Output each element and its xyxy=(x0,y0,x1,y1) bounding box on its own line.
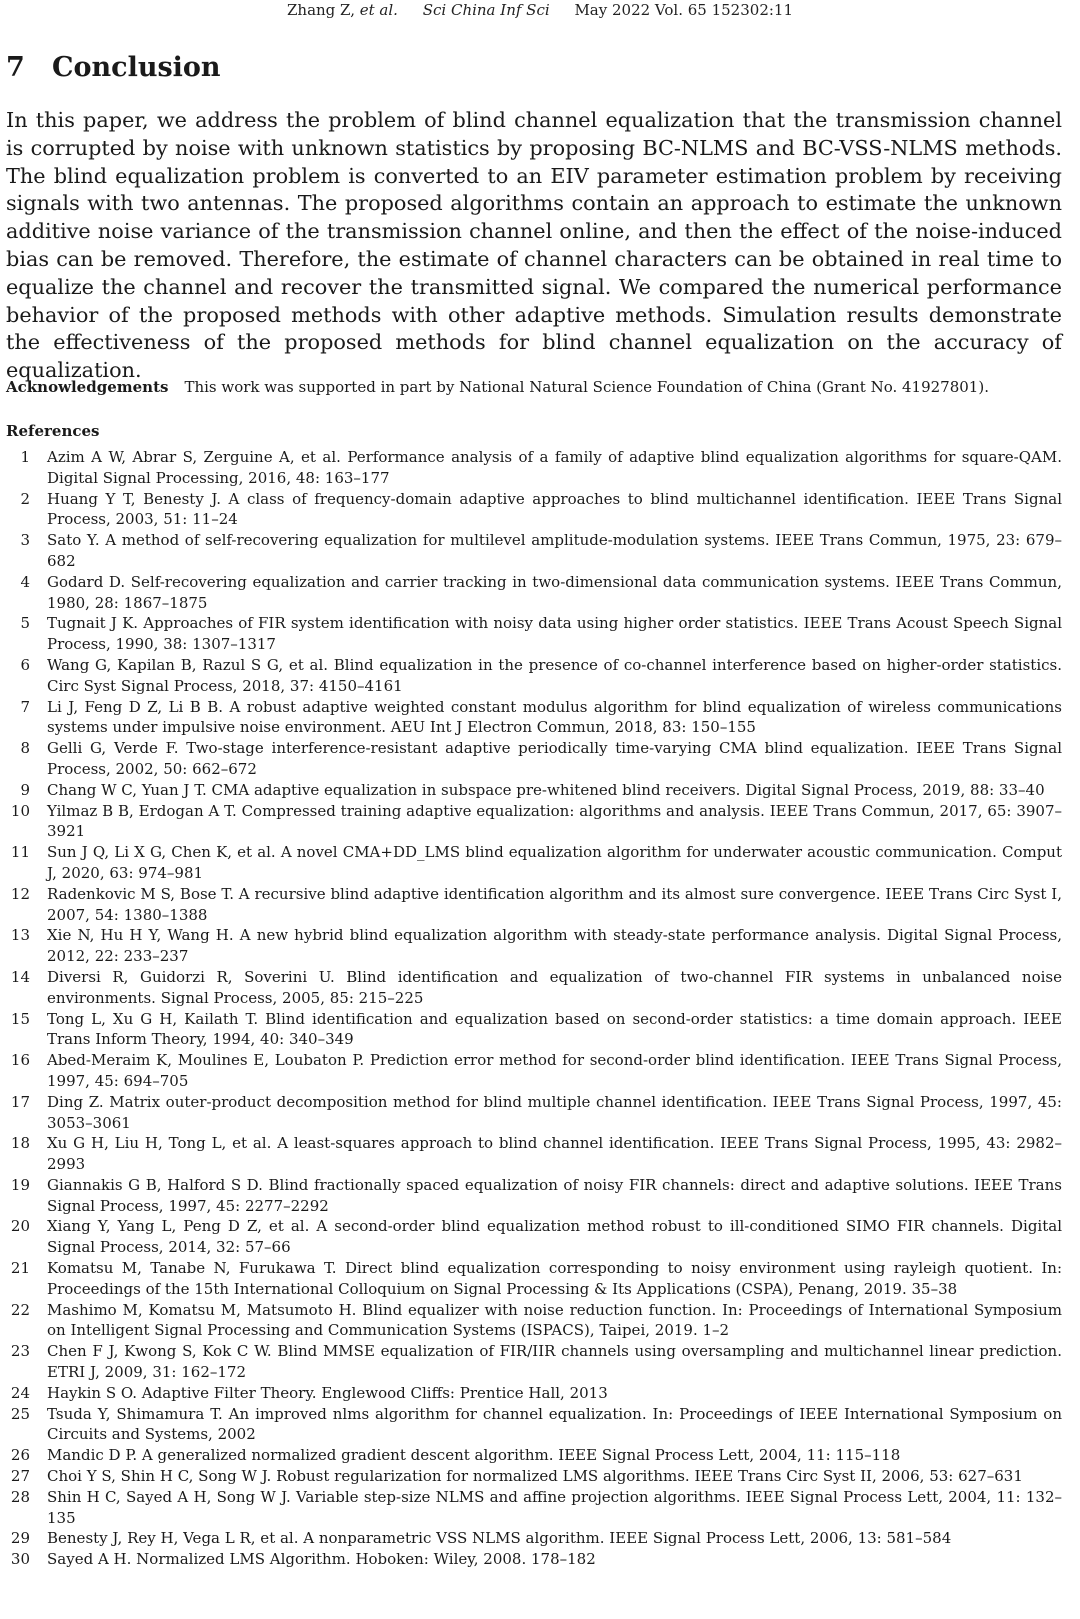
reference-item xyxy=(0,1528,1062,1549)
reference-text: Gelli G, Verde F. Two-stage interference-resistant adaptive periodically time-varying CMA blind equalization. IEEE Trans Signal Process, 2002, 50: 662–672 xyxy=(47,739,1062,778)
reference-item xyxy=(0,613,1062,655)
reference-text: Diversi R, Guidorzi R, Soverini U. Blind identification and equalization of two-channel FIR systems in unbalanced noise environments. Signal Process, 2005, 85: 215–225 xyxy=(47,967,1062,1007)
reference-item xyxy=(0,1341,1062,1383)
section-title: Conclusion xyxy=(52,52,221,83)
reference-number: 3 xyxy=(20,531,30,550)
section-heading xyxy=(6,50,221,86)
reference-item xyxy=(0,1258,1062,1300)
reference-number: 23 xyxy=(10,1342,30,1361)
reference-item xyxy=(0,967,1062,1009)
reference-number: 9 xyxy=(20,780,30,799)
reference-number: 25 xyxy=(10,1404,30,1423)
reference-number: 12 xyxy=(10,884,30,903)
reference-number: 1 xyxy=(20,448,30,466)
reference-item xyxy=(0,1487,1062,1529)
section-number: 7 xyxy=(6,52,25,83)
reference-item xyxy=(0,697,1062,739)
reference-item xyxy=(0,1133,1062,1175)
reference-item xyxy=(0,1466,1062,1487)
reference-text: Benesty J, Rey H, Vega L R, et al. A nonparametric VSS NLMS algorithm. IEEE Signal Process Lett, 2006, 13: 581–584 xyxy=(47,1529,952,1548)
reference-text: Giannakis G B, Halford S D. Blind fractionally spaced equalization of noisy FIR channels: direct and adaptive solutions. IEEE Trans Signal Process, 1997, 45: 2277–2292 xyxy=(47,1175,1062,1215)
reference-text: Sato Y. A method of self-recovering equalization for multilevel amplitude-modulation systems. IEEE Trans Commun, 1975, 23: 679–682 xyxy=(47,531,1062,570)
reference-item xyxy=(0,780,1062,801)
reference-text: Komatsu M, Tanabe N, Furukawa T. Direct blind equalization corresponding to noisy environment using rayleigh quotient. In: Proceedings of the 15th International Colloquium on Signal Processing & Its Applications (CSPA), Penang, 2019. 35–38 xyxy=(47,1259,1062,1298)
reference-number: 22 xyxy=(10,1300,30,1319)
acknowledgements xyxy=(6,377,1062,397)
reference-text: Xiang Y, Yang L, Peng D Z, et al. A second-order blind equalization method robust to ill-conditioned SIMO FIR channels. Digital Signal Process, 2014, 32: 57–66 xyxy=(47,1217,1062,1257)
reference-text: Choi Y S, Shin H C, Song W J. Robust regularization for normalized LMS algorithms. IEEE Trans Circ Syst II, 2006, 53: 627–631 xyxy=(47,1467,1023,1486)
reference-text: Yilmaz B B, Erdogan A T. Compressed training adaptive equalization: algorithms and analysis. IEEE Trans Commun, 2017, 65: 3907–3921 xyxy=(47,801,1062,841)
reference-number: 11 xyxy=(10,843,30,862)
header-authors-text: Zhang Z, xyxy=(286,1,355,19)
reference-text: Tugnait J K. Approaches of FIR system identification with noisy data using higher order statistics. IEEE Trans Acoust Speech Signal Process, 1990, 38: 1307–1317 xyxy=(47,614,1062,654)
reference-number: 27 xyxy=(10,1467,30,1486)
reference-text: Tong L, Xu G H, Kailath T. Blind identification and equalization based on second-order statistics: a time domain approach. IEEE Trans Inform Theory, 1994, 40: 340–349 xyxy=(47,1009,1062,1049)
reference-text: Abed-Meraim K, Moulines E, Loubaton P. Prediction error method for second-order blind identification. IEEE Trans Signal Process, 1997, 45: 694–705 xyxy=(47,1051,1062,1090)
reference-text: Mashimo M, Komatsu M, Matsumoto H. Blind equalizer with noise reduction function. In: Proceedings of International Symposium on Intelligent Signal Processing and Communication Systems (ISPACS), Taipei, 2019. 1–2 xyxy=(47,1300,1062,1340)
reference-text: Huang Y T, Benesty J. A class of frequency-domain adaptive approaches to blind multichannel identification. IEEE Trans Signal Process, 2003, 51: 11–24 xyxy=(47,489,1062,529)
reference-text: Chang W C, Yuan J T. CMA adaptive equalization in subspace pre-whitened blind receivers. Digital Signal Process, 2019, 88: 33–40 xyxy=(47,780,1045,799)
reference-item xyxy=(0,801,1062,843)
reference-number: 24 xyxy=(10,1383,30,1402)
reference-text: Haykin S O. Adaptive Filter Theory. Englewood Cliffs: Prentice Hall, 2013 xyxy=(47,1383,608,1402)
reference-text: Wang G, Kapilan B, Razul S G, et al. Blind equalization in the presence of co-channel interference based on higher-order statistics. Circ Syst Signal Process, 2018, 37: 4150–4161 xyxy=(47,655,1062,695)
reference-number: 8 xyxy=(20,739,30,758)
reference-item xyxy=(0,1404,1062,1446)
reference-item xyxy=(0,530,1062,572)
reference-number: 18 xyxy=(10,1134,30,1153)
reference-item xyxy=(0,842,1062,884)
reference-item xyxy=(0,1092,1062,1134)
reference-number: 29 xyxy=(10,1529,30,1548)
reference-item xyxy=(0,925,1062,967)
header-authors xyxy=(287,1,398,19)
reference-text: Shin H C, Sayed A H, Song W J. Variable step-size NLMS and affine projection algorithms. IEEE Signal Process Lett, 2004, 11: 132–135 xyxy=(47,1487,1062,1527)
header-journal: Sci China Inf Sci xyxy=(422,1,550,19)
reference-text: Ding Z. Matrix outer-product decomposition method for blind multiple channel identification. IEEE Trans Signal Process, 1997, 45: 3053–3061 xyxy=(47,1092,1062,1132)
reference-number: 7 xyxy=(20,697,30,716)
reference-list xyxy=(0,447,1062,1570)
header-etal: et al. xyxy=(359,1,398,19)
reference-text: Godard D. Self-recovering equalization and carrier tracking in two-dimensional data communication systems. IEEE Trans Commun, 1980, 28: 1867–1875 xyxy=(47,572,1062,612)
reference-number: 16 xyxy=(10,1051,30,1070)
reference-item xyxy=(0,655,1062,697)
reference-number: 2 xyxy=(20,489,30,508)
reference-number: 20 xyxy=(10,1217,30,1236)
reference-item xyxy=(0,1050,1062,1092)
reference-item xyxy=(0,1445,1062,1466)
reference-item xyxy=(0,1009,1062,1051)
reference-text: Xie N, Hu H Y, Wang H. A new hybrid blind equalization algorithm with steady-state performance analysis. Digital Signal Process, 2012, 22: 233–237 xyxy=(47,926,1062,966)
reference-text: Radenkovic M S, Bose T. A recursive blind adaptive identification algorithm and its almost sure convergence. IEEE Trans Circ Syst I, 2007, 54: 1380–1388 xyxy=(47,884,1062,924)
reference-text: Azim A W, Abrar S, Zerguine A, et al. Performance analysis of a family of adaptive blind equalization algorithms for square-QAM. Digital Signal Processing, 2016, 48: 163–177 xyxy=(47,448,1062,487)
reference-item xyxy=(0,884,1062,926)
reference-item xyxy=(0,489,1062,531)
reference-number: 19 xyxy=(10,1175,30,1194)
reference-text: Tsuda Y, Shimamura T. An improved nlms algorithm for channel equalization. In: Proceedings of IEEE International Symposium on Circuits and Systems, 2002 xyxy=(47,1404,1062,1444)
reference-number: 5 xyxy=(20,614,30,633)
reference-item xyxy=(0,572,1062,614)
reference-item xyxy=(0,738,1062,780)
reference-number: 26 xyxy=(10,1446,30,1465)
reference-text: Chen F J, Kwong S, Kok C W. Blind MMSE equalization of FIR/IIR channels using oversampling and multichannel linear prediction. ETRI J, 2009, 31: 162–172 xyxy=(47,1342,1062,1382)
reference-item xyxy=(0,447,1062,489)
conclusion-paragraph: In this paper, we address the problem of blind channel equalization that the transmission channel is corrupted by noise with unknown statistics by proposing BC-NLMS and BC-VSS-NLMS methods. The blind equalization problem is converted to an EIV parameter estimation problem by receiving signals with two antennas. The proposed algorithms contain an approach to estimate the unknown additive noise variance of the transmission channel online, and then the effect of the noise-induced bias can be removed. Therefore, the estimate of channel characters can be obtained in real time to equalize the channel and recover the transmitted signal. We compared the numerical performance behavior of the proposed methods with other adaptive methods. Simulation results demonstrate the effectiveness of the proposed methods for blind channel equalization on the accuracy of equalization. xyxy=(6,108,1062,383)
reference-item xyxy=(0,1549,1062,1570)
header-issue: May 2022 Vol. 65 152302:11 xyxy=(574,1,793,19)
reference-number: 13 xyxy=(10,926,30,945)
reference-number: 17 xyxy=(10,1092,30,1111)
reference-item xyxy=(0,1216,1062,1258)
reference-text: Sayed A H. Normalized LMS Algorithm. Hoboken: Wiley, 2008. 178–182 xyxy=(47,1550,596,1569)
references-heading: References xyxy=(6,422,100,440)
reference-number: 6 xyxy=(20,655,30,674)
reference-number: 21 xyxy=(10,1259,30,1278)
reference-text: Mandic D P. A generalized normalized gradient descent algorithm. IEEE Signal Process Lett, 2004, 11: 115–118 xyxy=(47,1446,901,1465)
acknowledgements-heading: Acknowledgements xyxy=(6,378,169,396)
reference-number: 30 xyxy=(10,1550,30,1569)
reference-number: 28 xyxy=(10,1487,30,1506)
reference-number: 4 xyxy=(20,572,30,591)
reference-number: 15 xyxy=(10,1009,30,1028)
running-header xyxy=(0,0,1080,20)
reference-item xyxy=(0,1175,1062,1217)
reference-item xyxy=(0,1300,1062,1342)
reference-text: Xu G H, Liu H, Tong L, et al. A least-squares approach to blind channel identification. IEEE Trans Signal Process, 1995, 43: 2982–2993 xyxy=(47,1134,1062,1174)
acknowledgements-text: This work was supported in part by National Natural Science Foundation of China (Grant No. 41927801). xyxy=(184,378,989,396)
reference-number: 10 xyxy=(10,801,30,820)
reference-item xyxy=(0,1383,1062,1404)
reference-text: Sun J Q, Li X G, Chen K, et al. A novel CMA+DD_LMS blind equalization algorithm for underwater acoustic communication. Comput J, 2020, 63: 974–981 xyxy=(47,843,1062,882)
reference-text: Li J, Feng D Z, Li B B. A robust adaptive weighted constant modulus algorithm for blind equalization of wireless communications systems under impulsive noise environment. AEU Int J Electron Commun, 2018, 83: 150–155 xyxy=(47,697,1062,737)
reference-number: 14 xyxy=(10,967,30,986)
